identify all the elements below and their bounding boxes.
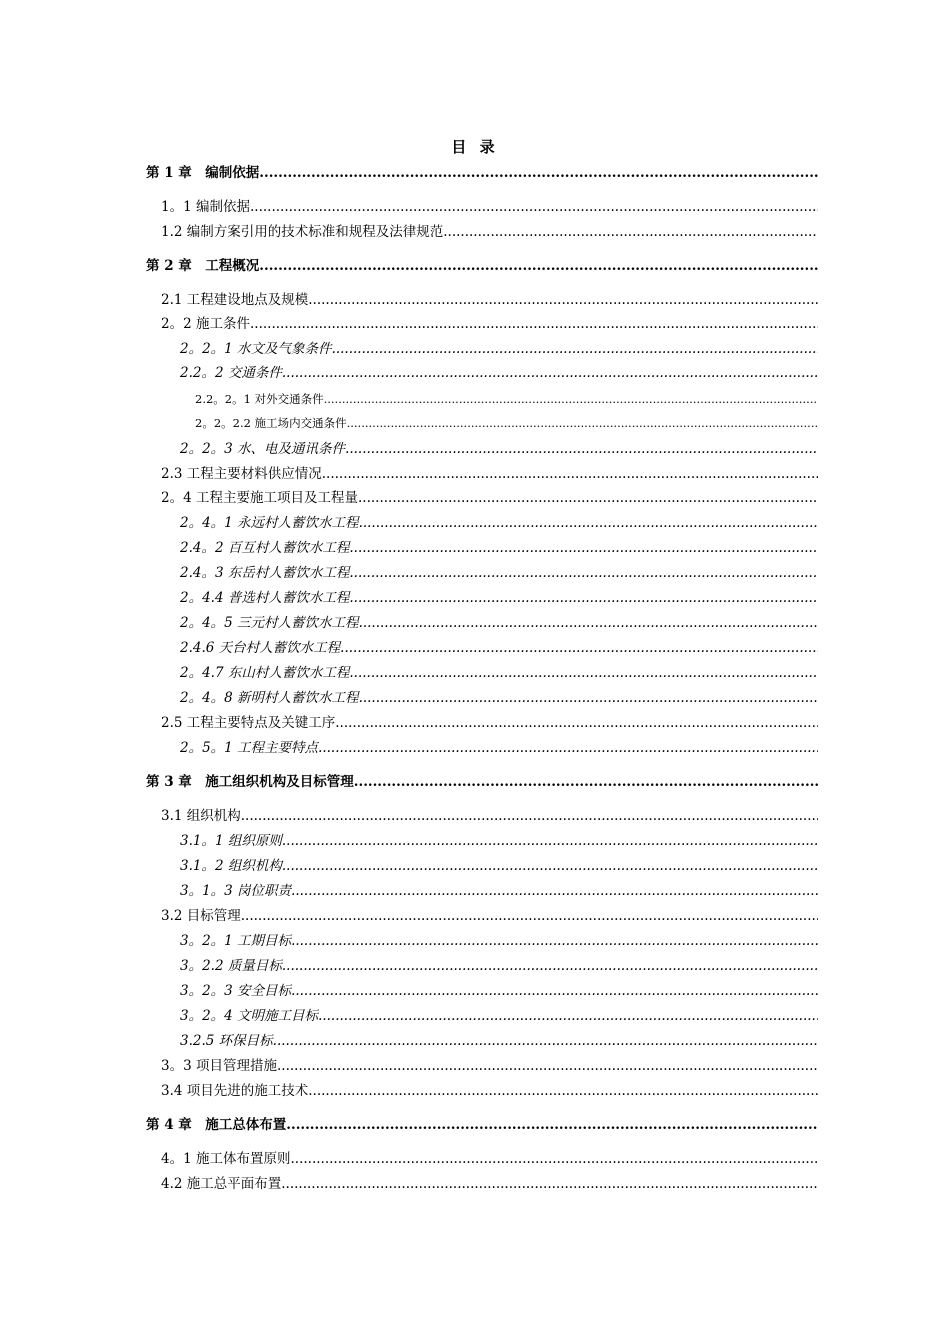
- dot-leader: [324, 390, 818, 408]
- toc-entry-text: 2。2。1 水文及气象条件: [180, 341, 332, 357]
- toc-entry[interactable]: [180, 362, 818, 382]
- dot-leader: [282, 957, 818, 975]
- toc-entry[interactable]: [161, 1055, 818, 1075]
- toc-entry[interactable]: [180, 637, 818, 657]
- dot-leader: [335, 714, 818, 732]
- dot-leader: [250, 315, 818, 333]
- toc-entry[interactable]: [180, 930, 818, 950]
- dot-leader: [273, 1032, 818, 1050]
- dot-leader: [259, 257, 818, 275]
- toc-entry-text: 2。5。1 工程主要特点: [180, 740, 319, 756]
- dot-leader: [291, 882, 818, 900]
- toc-entry[interactable]: [180, 1030, 818, 1050]
- toc-entry[interactable]: [180, 687, 818, 707]
- toc-entry-text: 第 1 章 编制依据: [146, 165, 260, 181]
- dot-leader: [349, 539, 818, 557]
- toc-entry[interactable]: [195, 412, 818, 432]
- toc-entry[interactable]: [161, 487, 818, 507]
- dot-leader: [318, 1007, 818, 1025]
- toc-entry-text: 3.2.5 环保目标: [180, 1033, 273, 1049]
- toc-entry-text: 2.4.6 天台村人蓄饮水工程: [180, 640, 341, 656]
- dot-leader: [359, 614, 818, 632]
- toc-entry[interactable]: [161, 1148, 818, 1168]
- toc-entry-text: 3。1。3 岗位职责: [180, 883, 292, 899]
- toc-entry-text: 3。2。1 工期目标: [180, 933, 292, 949]
- toc-entry[interactable]: [180, 1005, 818, 1025]
- dot-leader: [322, 465, 818, 483]
- dot-leader: [354, 773, 818, 791]
- toc-entry[interactable]: [180, 980, 818, 1000]
- dot-leader: [347, 414, 818, 432]
- toc-entry[interactable]: [161, 289, 818, 309]
- dot-leader: [241, 807, 818, 825]
- toc-entry-text: 2.1 工程建设地点及规模: [161, 292, 309, 308]
- toc-entry-text: 2.4。2 百互村人蓄饮水工程: [180, 540, 350, 556]
- toc-entry-text: 3.2 目标管理: [161, 908, 241, 924]
- dot-leader: [281, 1175, 818, 1193]
- toc-entry[interactable]: [180, 830, 818, 850]
- toc-entry-text: 1.2 编制方案引用的技术标准和规程及法律规范: [161, 224, 444, 240]
- toc-entry-text: 2。2。3 水、电及通讯条件: [180, 441, 346, 457]
- toc-entry-text: 3。2。3 安全目标: [180, 983, 292, 999]
- toc-entry-text: 第 3 章 施工组织机构及目标管理: [146, 774, 354, 790]
- dot-leader: [349, 564, 818, 582]
- toc-entry[interactable]: [180, 338, 818, 358]
- dot-leader: [332, 340, 818, 358]
- toc-entry[interactable]: [180, 438, 818, 458]
- toc-entry[interactable]: [180, 737, 818, 757]
- dot-leader: [290, 1150, 818, 1168]
- dot-leader: [291, 932, 818, 950]
- toc-entry[interactable]: [180, 562, 818, 582]
- dot-leader: [345, 440, 818, 458]
- toc-entry[interactable]: [161, 196, 818, 216]
- toc-entry[interactable]: [180, 880, 818, 900]
- dot-leader: [259, 164, 818, 182]
- toc-entry-text: 第 2 章 工程概况: [146, 258, 260, 274]
- dot-leader: [282, 364, 818, 382]
- toc-entry[interactable]: [161, 1080, 818, 1100]
- toc-entry-text: 2。2。2.2 施工场内交通条件: [195, 416, 347, 430]
- toc-entry-text: 3.1。1 组织原则: [180, 833, 282, 849]
- toc-entry-text: 3.4 项目先进的施工技术: [161, 1083, 309, 1099]
- toc-entry-text: 2。4.4 普选村人蓄饮水工程: [180, 590, 350, 606]
- toc-entry[interactable]: [180, 587, 818, 607]
- dot-leader: [359, 514, 818, 532]
- dot-leader: [286, 1116, 818, 1134]
- toc-entry-text: 2。2 施工条件: [161, 316, 250, 332]
- toc-entry[interactable]: [180, 855, 818, 875]
- dot-leader: [340, 639, 818, 657]
- dot-leader: [291, 982, 818, 1000]
- toc-entry[interactable]: [146, 162, 818, 182]
- toc-entry[interactable]: [180, 955, 818, 975]
- toc-entry[interactable]: [161, 905, 818, 925]
- toc-entry-text: 4。1 施工体布置原则: [161, 1151, 291, 1167]
- dot-leader: [443, 223, 818, 241]
- dot-leader: [318, 739, 818, 757]
- toc-entry-text: 第 4 章 施工总体布置: [146, 1117, 287, 1133]
- toc-entry[interactable]: [180, 512, 818, 532]
- dot-leader: [349, 664, 818, 682]
- toc-entry[interactable]: [195, 388, 818, 408]
- toc-entry[interactable]: [161, 712, 818, 732]
- toc-entry[interactable]: [180, 612, 818, 632]
- toc-entry-text: 3.1 组织机构: [161, 808, 241, 824]
- toc-entry[interactable]: [146, 255, 818, 275]
- dot-leader: [241, 907, 818, 925]
- toc-entry-text: 2。4。1 永远村人蓄饮水工程: [180, 515, 359, 531]
- toc-entry[interactable]: [161, 221, 818, 241]
- dot-leader: [250, 198, 818, 216]
- toc-title: 目 录: [451, 138, 499, 156]
- toc-entry[interactable]: [146, 1114, 818, 1134]
- dot-leader: [308, 1082, 818, 1100]
- toc-entry[interactable]: [180, 662, 818, 682]
- toc-entry-text: 2。4 工程主要施工项目及工程量: [161, 490, 358, 506]
- toc-entry-text: 2。4。8 新明村人蓄饮水工程: [180, 690, 359, 706]
- toc-entry-text: 2.2。2。1 对外交通条件: [195, 392, 324, 406]
- toc-entry[interactable]: [146, 771, 818, 791]
- toc-entry[interactable]: [180, 537, 818, 557]
- toc-entry-text: 1。1 编制依据: [161, 199, 250, 215]
- toc-entry[interactable]: [161, 1173, 818, 1193]
- dot-leader: [308, 291, 818, 309]
- toc-entry-text: 2。4。5 三元村人蓄饮水工程: [180, 615, 359, 631]
- toc-entry-text: 2.3 工程主要材料供应情况: [161, 466, 322, 482]
- dot-leader: [359, 689, 818, 707]
- toc-entry-text: 2.5 工程主要特点及关键工序: [161, 715, 336, 731]
- dot-leader: [282, 832, 818, 850]
- toc-entry-text: 2.2。2 交通条件: [180, 365, 282, 381]
- dot-leader: [358, 489, 818, 507]
- toc-entry-text: 2。4.7 东山村人蓄饮水工程: [180, 665, 350, 681]
- toc-entry-text: 3.1。2 组织机构: [180, 858, 282, 874]
- toc-entry[interactable]: [161, 463, 818, 483]
- toc-entry[interactable]: [161, 313, 818, 333]
- dot-leader: [349, 589, 818, 607]
- toc-entry[interactable]: [161, 805, 818, 825]
- toc-entry-text: 3。3 项目管理措施: [161, 1058, 277, 1074]
- toc-entry-text: 4.2 施工总平面布置: [161, 1176, 282, 1192]
- dot-leader: [282, 857, 818, 875]
- toc-entry-text: 3。2。4 文明施工目标: [180, 1008, 319, 1024]
- toc-entry-text: 3。2.2 质量目标: [180, 958, 282, 974]
- dot-leader: [277, 1057, 818, 1075]
- toc-entry-text: 2.4。3 东岳村人蓄饮水工程: [180, 565, 350, 581]
